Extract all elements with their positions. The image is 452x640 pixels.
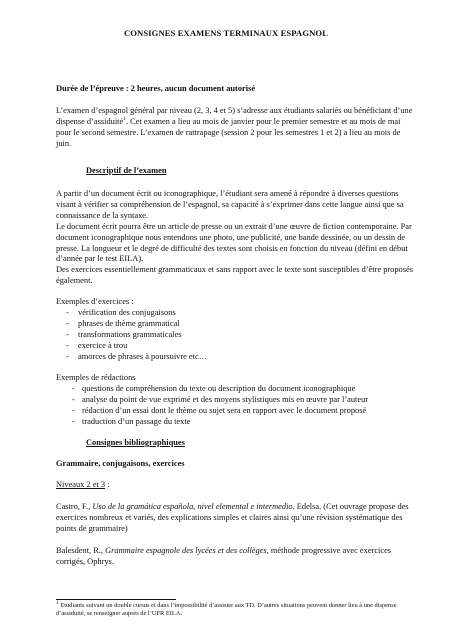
footnote-divider (56, 599, 176, 600)
exercices-section (56, 297, 414, 362)
intro-part1: L’examen d’espagnol général par niveau (2, 3, 4 et 5) s’adresse aux étudiants salariés ou bénéficiant d’une dispense d’assiduité (56, 106, 413, 126)
list-item: - transformations grammaticales (56, 330, 414, 341)
redactions-list (56, 384, 414, 428)
biblio-heading: Consignes bibliographiques (86, 438, 185, 447)
footnote-mark: 1 (56, 599, 59, 606)
list-item: - analyse du point de vue exprimé et des moyens stylistiques mis en œuvre par l’auteur (56, 395, 414, 406)
exercices-list (56, 308, 414, 363)
list-item: - rédaction d’un essai dont le thème ou sujet sera en rapport avec le document proposé (56, 406, 414, 417)
reference-title: Grammaire espagnole des lycées et des collèges (105, 546, 267, 555)
document-title: CONSIGNES EXAMENS TERMINAUX ESPAGNOL (123, 28, 329, 38)
reference-details: . Edelsa. (Cet ouvrage propose des exercices nombreux et variés, des explications simples et claires ainsi qu’une révision systématique des points de grammaire) (56, 502, 409, 533)
niveaux-label (56, 480, 414, 491)
redactions-heading: Exemples de rédactions (56, 373, 136, 382)
reference-author: Balesdent, R., (56, 546, 106, 555)
reference-balesdent (56, 546, 414, 568)
footnote (56, 599, 414, 618)
niveaux-colon: : (105, 480, 110, 489)
intro-paragraph (56, 106, 414, 150)
list-item: - phrases de thème grammatical (56, 319, 414, 330)
intro-part2: . Cet examen a lieu au mois de janvier pour le premier semestre et au mois de mai pour le second semestre. L’examen de rattrapage (session 2 pour les semestres 1 et 2) a lieu au mois de juin. (56, 116, 401, 148)
exam-duration: Durée de l’épreuve : 2 heures, aucun document autorisé (56, 84, 256, 93)
descriptif-body (56, 189, 414, 287)
footnote-marker: 1 (123, 116, 126, 123)
descriptif-paragraph-3: Des exercices essentiellement grammaticaux et sans rapport avec le texte sont susceptibles d’être proposés également. (56, 265, 413, 286)
list-item: - amorces de phrases à poursuivre etc… (56, 352, 414, 363)
list-item: - exercice à trou (56, 341, 414, 352)
reference-author: Castro, F., (56, 502, 93, 511)
exercices-heading: Exemples d’exercices : (56, 297, 134, 306)
reference-details: , méthode progressive avec exercices corrigés, Ophrys. (56, 546, 392, 566)
descriptif-paragraph-1: A partir d’un document écrit ou iconographique, l’étudiant sera amené à répondre à diverses questions visant à vérifier sa compréhension de l’espagnol, sa capacité à s’exprimer dans cette langue ainsi que sa connaissance de la syntaxe. (56, 189, 404, 220)
list-item: - traduction d’un passage du texte (56, 417, 414, 428)
descriptif-heading: Descriptif de l’examen (86, 166, 167, 175)
reference-castro (56, 502, 414, 535)
reference-title: Uso de la gramática española, nivel elemental e intermedio (92, 502, 293, 511)
niveaux-label-text: Niveaux 2 et 3 (56, 480, 106, 489)
list-item: - vérification des conjugaisons (56, 308, 414, 319)
list-item: - questions de compréhension du texte ou description du document iconographique (56, 384, 414, 395)
redactions-section (56, 373, 414, 428)
descriptif-paragraph-2: Le document écrit pourra être un article de presse ou un extrait d’une œuvre de fiction contemporaine. Par document iconographique nous entendons une photo, une publicité, une bande dessinée, ou un dessin de presse. La longueur et le degré de difficulté des textes sont choisis en fonction du niveau (défini en début d’année par le test EILA). (56, 221, 412, 264)
footnote-text: Etudiants suivant un double cursus et dans l’impossibilité d’assister aux TD. D’autres situations peuvent donner lieu à une dispense d’assiduité, se renseigner auprès de l’UFR EILA. (56, 602, 397, 618)
biblio-subheading: Grammaire, conjugaisons, exercices (56, 459, 185, 468)
